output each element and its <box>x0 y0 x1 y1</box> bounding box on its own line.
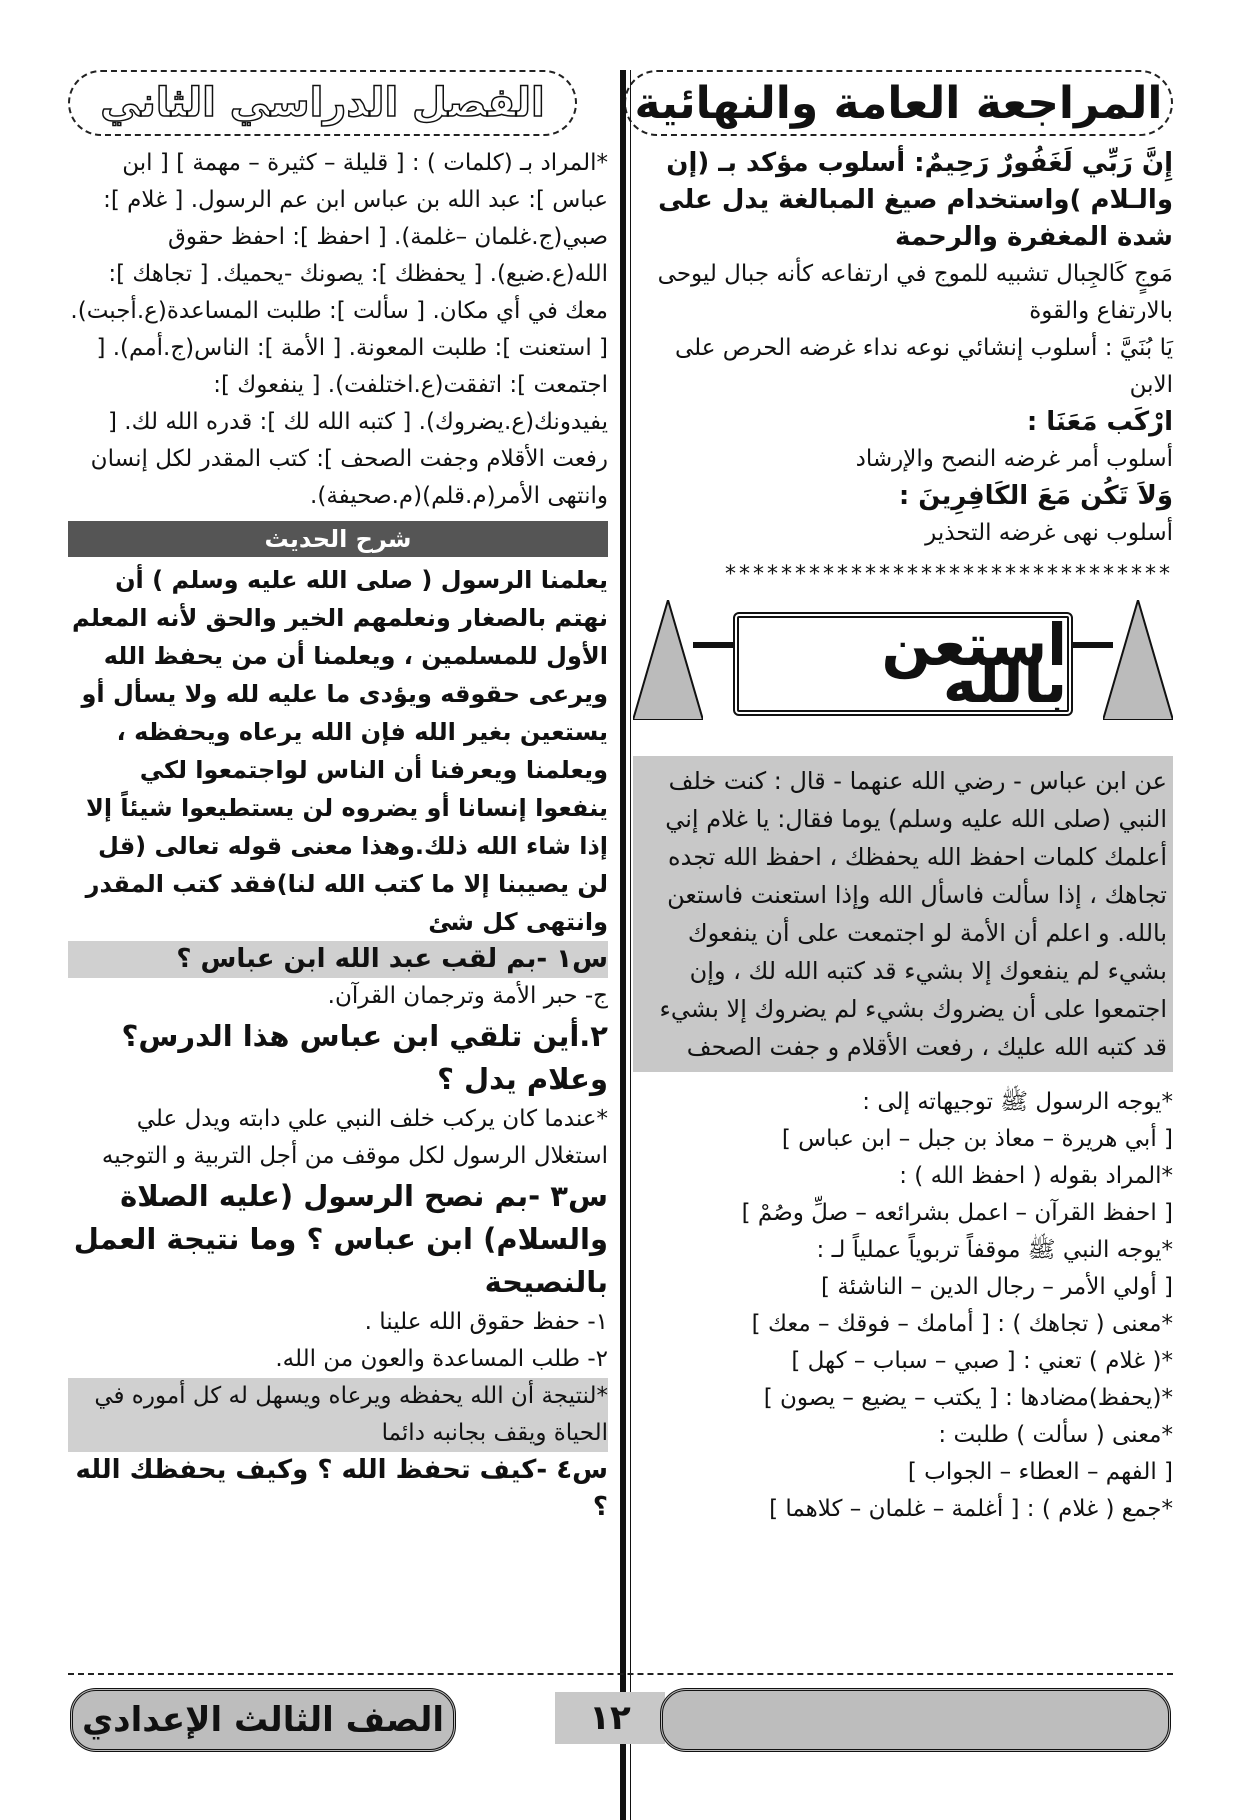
mcq-line-2: [ أبي هريرة – معاذ بن جبل – ابن عباس ] <box>781 1126 1173 1152</box>
stars-divider: ******************************** <box>725 562 1173 587</box>
mcq-line-4: [ احفظ القرآن – اعمل بشرائعه – صلِّ وصُمْ ] <box>741 1200 1173 1226</box>
mcq-line-12: *جمع ( غلام ) : [ أغلمة – غلمان – كلاهما ] <box>769 1496 1173 1522</box>
right-column <box>633 145 1173 1528</box>
mcq-line-11: [ الفهم – العطاء – الجواب ] <box>907 1459 1173 1485</box>
column-divider-thin <box>630 70 631 1820</box>
footer-dashed-line <box>68 1673 1173 1675</box>
section-label-explanation: شرح الحديث <box>68 521 608 557</box>
triangle-decoration-right <box>1103 600 1173 720</box>
rhetoric-note-3: يَا بُنَيَّ : أسلوب إنشائي نوعه نداء غرضه الحرص على الابن <box>674 335 1173 398</box>
hadith-text: عن ابن عباس - رضي الله عنهما - قال : كنت خلف النبي (صلى الله عليه وسلم) يوما فقال: يا غلام إني أعلمك كلمات احفظ الله يحفظك ، احفظ الله تجده تجاهك ، إذا سألت فاسأل الله وإذا استعنت فاستعن بالله. و اعلم أن الأمة لو اجتمعت على أن ينفعوك بشيء لم ينفعوك إلا بشيء قد كتبه الله لك ، وإن اجتمعوا على أن يضروك بشيء لم يضروك إلا بشيء قد كتبه الله عليك ، رفعت الأقلام و جفت الصحف <box>633 756 1173 1072</box>
mcq-line-6: [ أولي الأمر – رجال الدين – الناشئة ] <box>821 1274 1173 1300</box>
mcq-line-5: *يوجه النبي ﷺ موقفاً تربوياً عملياً لـ : <box>816 1237 1173 1263</box>
header-review-title: المراجعة العامة والنهائية <box>624 70 1173 136</box>
mcq-line-8: *( غلام ) تعني : [ صبي – سباب – كهل ] <box>791 1348 1173 1374</box>
answer-3-result: *لنتيجة أن الله يحفظه ويرعاه ويسهل له كل أموره في الحياة ويقف بجانبه دائما <box>68 1378 608 1452</box>
page-number: ١٢ <box>555 1692 665 1744</box>
triangle-decoration-left <box>633 600 703 720</box>
question-1: س١ -بم لقب عبد الله ابن عباس ؟ <box>68 941 608 978</box>
banner-title: استعن بالله <box>733 612 1073 716</box>
lesson-banner <box>633 600 1173 720</box>
mcq-line-9: *(يحفظ)مضادها : [ يكتب – يضيع – يصون ] <box>763 1385 1173 1411</box>
mcq-line-1: *يوجه الرسول ﷺ توجيهاته إلى : <box>862 1089 1173 1115</box>
hadith-explanation: يعلمنا الرسول ( صلى الله عليه وسلم ) أن نهتم بالصغار ونعلمهم الخير والحق لأنه المعلم الأول للمسلمين ، ويعلمنا أن من يحفظ الله ويرعى حقوقه ويؤدى ما عليه لله ولا يسأل أو يستعين بغير الله فإن الله يرعاه ويحفظه ، ويعلمنا ويعرفنا أن الناس لواجتمعوا لكي ينفعوا إنسانا أو يضروه لن يستطيعوا شيئاً إلا إذا شاء الله ذلك.وهذا معنى قوله تعالى (قل لن يصيبنا إلا ما كتب الله لنا)فقد كتب المقدر وانتهى كل شئ <box>72 566 608 936</box>
answer-3-point-2: ٢- طلب المساعدة والعون من الله. <box>275 1346 608 1372</box>
header-semester-title: الفصل الدراسي الثاني <box>68 70 577 136</box>
answer-2: *عندما كان يركب خلف النبي علي دابته ويدل علي استغلال الرسول لكل موقف من أجل التربية و التوجيه <box>101 1106 608 1169</box>
mcq-line-3: *المراد بقوله ( احفظ الله ) : <box>899 1163 1173 1189</box>
rhetoric-note-4: ارْكَب مَعَنَا : <box>1026 407 1173 437</box>
question-4: س٤ -كيف تحفظ الله ؟ وكيف يحفظك الله ؟ <box>75 1455 608 1522</box>
rhetoric-note-2: مَوجٍ كَالجِبال تشبيه للموج في ارتفاعه كأنه جبال ليوحى بالارتفاع والقوة <box>657 261 1173 324</box>
vocabulary-block: *المراد بـ (كلمات ) : [ قليلة – كثيرة – مهمة ] [ ابن عباس ]: عبد الله بن عباس ابن عم الرسول. [ غلام ]: صبي(ج.غلمان –غلمة). [ احفظ ]: احفظ حقوق الله(ع.ضيع). [ يحفظك ]: يصونك -يحميك. [ تجاهك ]: معك في أي مكان. [ سألت ]: طلبت المساعدة(ع.أجبت). [ استعنت ]: طلبت المعونة. [ الأمة ]: الناس(ج.أمم). [ اجتمعت ]: اتفقت(ع.اختلفت). [ ينفعوك ]: يفيدونك(ع.يضروك). [ كتبه الله لك ]: قدره الله لك. [ رفعت الأقلام وجفت الصحف ]: كتب المقدر لكل إنسان وانتهى الأمر(م.قلم)(م.صحيفة). <box>70 150 608 509</box>
mcq-line-7: *معنى ( تجاهك ) : [ أمامك – فوقك – معك ] <box>751 1311 1173 1337</box>
footer-grade-label: الصف الثالث الإعدادي <box>70 1688 456 1752</box>
mcq-line-10: *معنى ( سألت ) طلبت : <box>938 1422 1173 1448</box>
rhetoric-note-7: أسلوب نهى غرضه التحذير <box>925 520 1173 546</box>
answer-3-point-1: ١- حفظ حقوق الله علينا . <box>364 1309 608 1335</box>
footer-empty-box <box>660 1688 1171 1752</box>
question-3: س٣ -بم نصح الرسول (عليه الصلاة والسلام) ابن عباس ؟ وما نتيجة العمل بالنصيحة <box>73 1179 608 1299</box>
rhetoric-note-1: إِنَّ رَبِّي لَغَفُورٌ رَحِيمٌ: أسلوب مؤكد بـ (إن والـلام )واستخدام صيغ المبالغة يدل على شدة المغفرة والرحمة <box>658 148 1173 252</box>
question-2: ٢.أين تلقي ابن عباس هذا الدرس؟وعلام يدل ؟ <box>121 1019 608 1096</box>
column-divider <box>620 70 626 1820</box>
rhetoric-note-5: أسلوب أمر غرضه النصح والإرشاد <box>855 446 1173 472</box>
rhetoric-note-6: وَلاَ تَكُن مَعَ الكَافِرِينَ : <box>898 481 1173 511</box>
answer-1: ج- حبر الأمة وترجمان القرآن. <box>327 983 608 1009</box>
left-column <box>68 145 608 1526</box>
